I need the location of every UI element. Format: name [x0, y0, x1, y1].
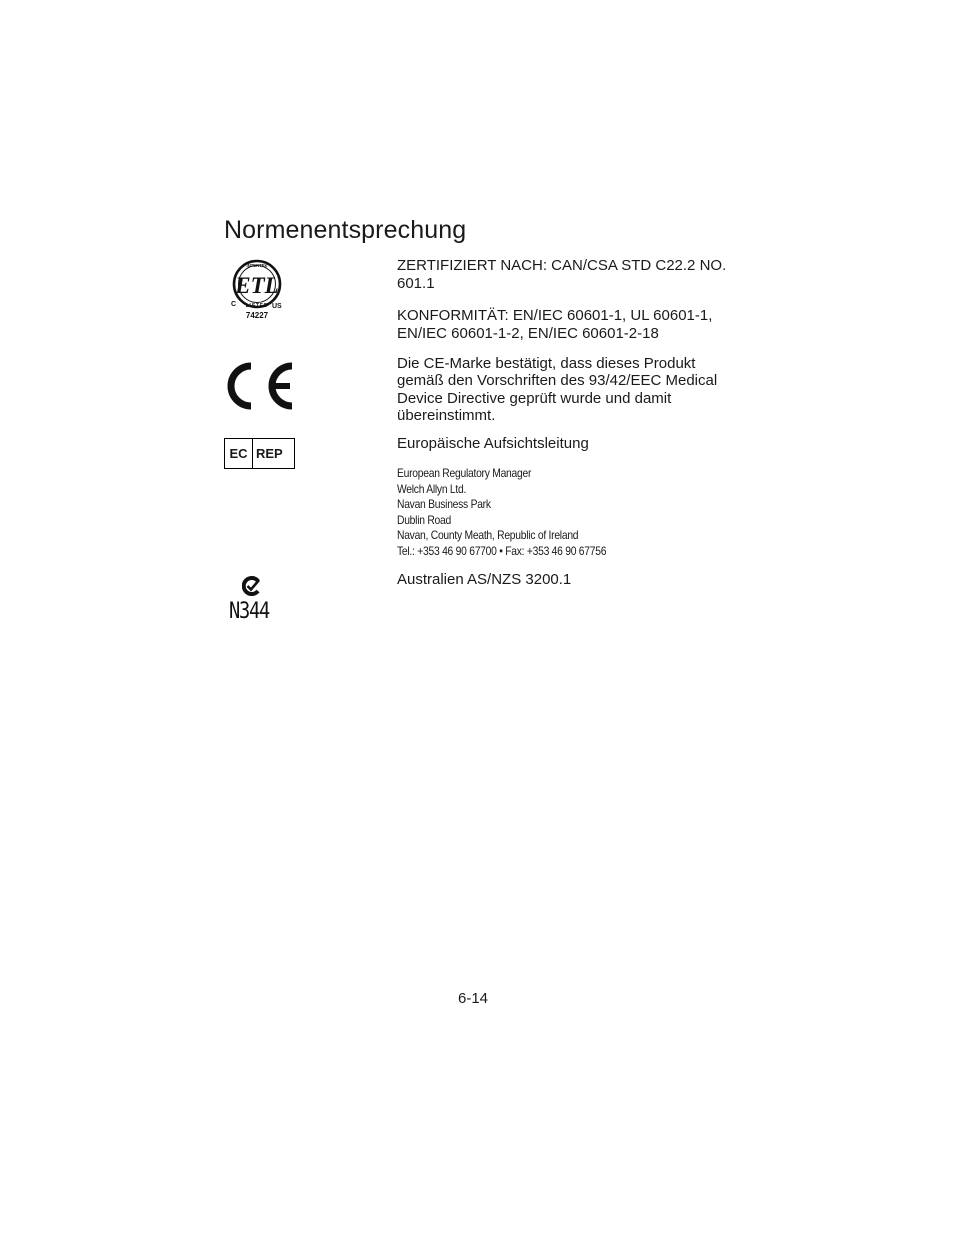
- address-line: Navan Business Park: [397, 497, 491, 511]
- address-line: European Regulatory Manager: [397, 466, 532, 480]
- etl-listed-text: LISTED: [245, 303, 269, 309]
- etl-conformity-text: KONFORMITÄT: EN/IEC 60601-1, UL 60601-1, EN/IEC 60601-1-2, EN/IEC 60601-2-18: [397, 307, 713, 342]
- page-title: Normenentsprechung: [224, 216, 467, 244]
- etl-us-mark: US: [272, 303, 282, 310]
- etl-certification-text: ZERTIFIZIERT NACH: CAN/CSA STD C22.2 NO. 601.1: [397, 257, 727, 292]
- etl-number: 74227: [245, 311, 269, 320]
- address-line: Welch Allyn Ltd.: [397, 481, 467, 496]
- ec-rep-address: [397, 466, 689, 559]
- svg-text:ETL: ETL: [235, 273, 279, 298]
- address-line: Dublin Road: [397, 512, 451, 527]
- c-tick-icon: [242, 576, 262, 596]
- ec-rep-heading: Europäische Aufsichtsleitung: [397, 435, 589, 452]
- ce-description: Die CE-Marke bestätigt, dass dieses Produkt gemäß den Vorschriften des 93/42/EEC Medical Device Directive geprüft wurde und damit übereinstimmt.: [397, 355, 718, 424]
- c-tick-code: N344: [229, 599, 269, 624]
- ce-mark: [226, 362, 296, 412]
- ec-rep-mark: [224, 438, 295, 469]
- etl-listed-mark: [226, 257, 290, 323]
- etl-brand-text: INTERTEK: [246, 263, 268, 268]
- address-line: Tel.: +353 46 90 67700 • Fax: +353 46 90 67756: [397, 543, 607, 558]
- c-tick-text: Australien AS/NZS 3200.1: [397, 571, 572, 588]
- rep-label: REP: [256, 446, 283, 461]
- page-number: 6-14: [458, 990, 489, 1007]
- address-line: Navan, County Meath, Republic of Ireland: [397, 528, 579, 542]
- ec-label: EC: [225, 439, 253, 468]
- etl-c-mark: C: [231, 301, 237, 308]
